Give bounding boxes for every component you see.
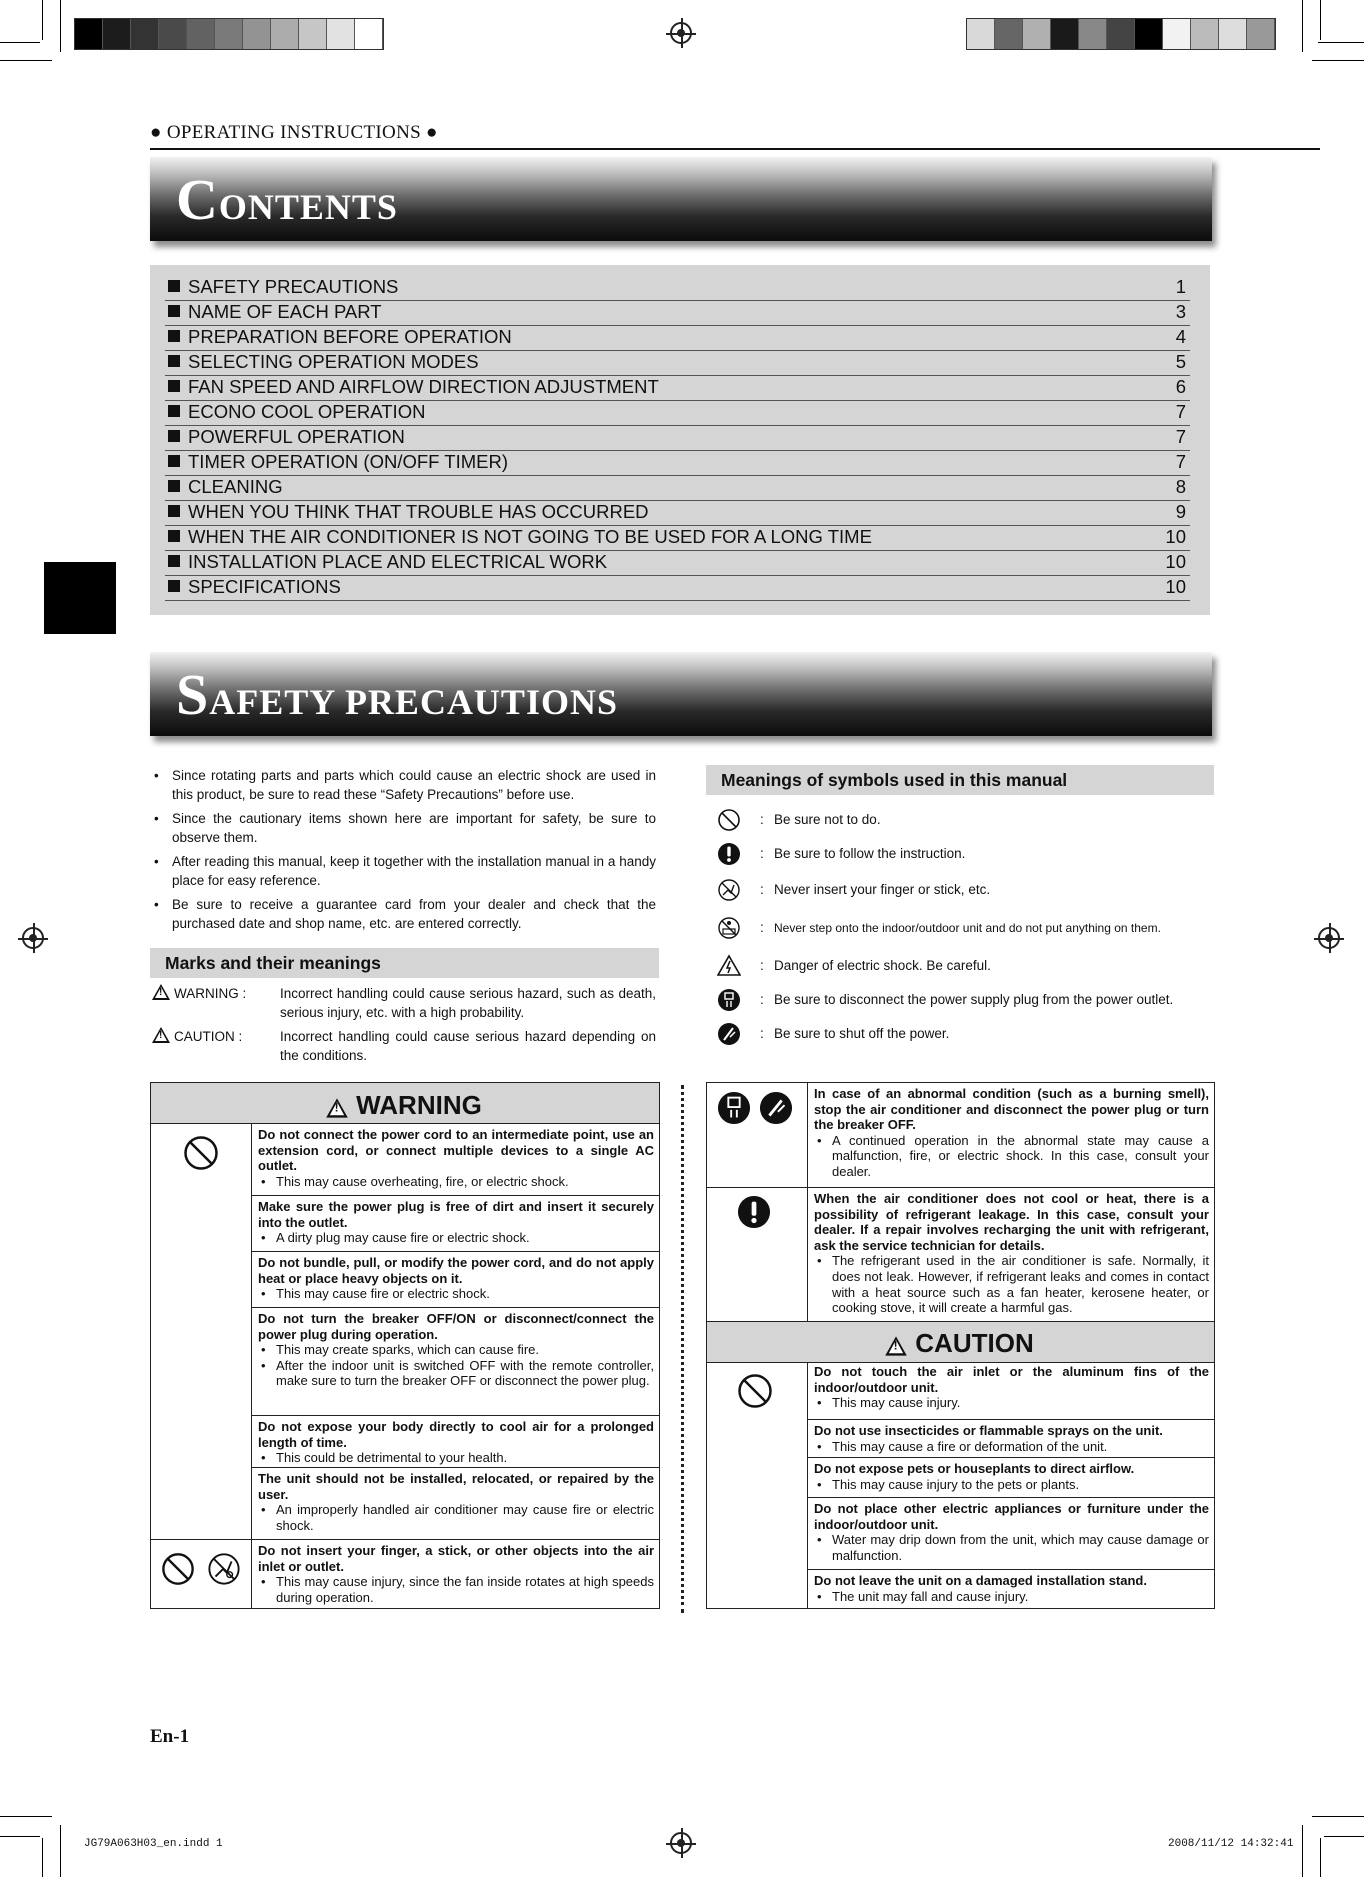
toc-entry[interactable]	[165, 350, 1190, 376]
safety-item-detail: • A dirty plug may cause fire or electric shock.	[258, 1230, 654, 1246]
toc-label: FAN SPEED AND AIRFLOW DIRECTION ADJUSTMENT	[188, 376, 659, 397]
intro-bullet: • After reading this manual, keep it together with the installation manual in a handy place for easy reference.	[150, 852, 656, 890]
footer-filename: JG79A063H03_en.indd 1	[84, 1838, 223, 1850]
exclamation-icon	[717, 842, 741, 866]
toc-label: SELECTING OPERATION MODES	[188, 351, 479, 372]
contents-banner	[150, 157, 1212, 241]
toc-entry[interactable]	[165, 475, 1190, 501]
toc-label: NAME OF EACH PART	[188, 301, 382, 322]
safety-title: SAFETY PRECAUTIONS	[176, 662, 618, 727]
safety-banner	[150, 652, 1212, 736]
safety-item	[252, 1415, 659, 1467]
warning-table-header: !WARNING	[151, 1083, 659, 1124]
safety-item	[252, 1467, 659, 1539]
crop-mark	[1312, 60, 1364, 61]
safety-item-heading: Do not expose your body directly to cool air for a prolonged length of time.	[258, 1419, 654, 1450]
crop-mark	[42, 0, 43, 40]
intro-bullet: • Since the cautionary items shown here are important for safety, be sure to observe them.	[150, 809, 656, 847]
prohibit-icon	[183, 1135, 219, 1171]
safety-item-detail: • This may cause injury, since the fan inside rotates at high speeds during operation.	[258, 1574, 654, 1605]
toc-page: 1	[1175, 276, 1186, 297]
prohibit-icon	[717, 808, 741, 832]
toc-entry[interactable]	[165, 500, 1190, 526]
safety-item	[252, 1123, 659, 1195]
safety-item-heading: Do not expose pets or houseplants to direct airflow.	[814, 1461, 1135, 1476]
square-bullet-icon	[168, 455, 180, 467]
square-bullet-icon	[168, 280, 180, 292]
toc-entry[interactable]	[165, 525, 1190, 551]
safety-item-heading: When the air conditioner does not cool or heat, there is a possibility of refrigerant leakage. In this case, consult your dealer. If a repair involves recharging the unit with refrigerant, ask the service technician for details.	[814, 1191, 1209, 1253]
warning-triangle-icon	[326, 1098, 348, 1117]
caution-mark-row	[152, 1027, 656, 1067]
symbol-meaning-text: Be sure to disconnect the power supply plug from the power outlet.	[774, 992, 1174, 1007]
warning-table	[150, 1082, 660, 1609]
color-bar-left	[74, 18, 384, 50]
crop-mark	[1302, 1825, 1303, 1877]
toc-label: ECONO COOL OPERATION	[188, 401, 426, 422]
crop-mark	[1320, 1838, 1321, 1877]
safety-item	[252, 1195, 659, 1251]
exclamation-icon	[737, 1195, 771, 1229]
toc-entry[interactable]	[165, 400, 1190, 426]
page-header: ● OPERATING INSTRUCTIONS ●	[150, 122, 438, 143]
warning-mark-label: WARNING :	[174, 986, 247, 1001]
caution-triangle-icon	[885, 1336, 907, 1355]
header-rule	[150, 148, 1320, 150]
crop-mark	[0, 1816, 52, 1817]
registration-mark-left	[22, 927, 44, 949]
toc-label: CLEANING	[188, 476, 283, 497]
crop-mark	[0, 60, 52, 61]
safety-item-heading: Do not bundle, pull, or modify the power cord, and do not apply heat or place heavy objects on it.	[258, 1255, 654, 1286]
toc-entry[interactable]	[165, 325, 1190, 351]
safety-item-detail: • The refrigerant used in the air conditioner is safe. Normally, it does not leak. However, if refrigerant leaks and comes in contact with a heat source such as a fan heater, kerosene heater, or cooking stove, it will create a harmful gas.	[814, 1253, 1209, 1315]
square-bullet-icon	[168, 480, 180, 492]
marks-heading: Marks and their meanings	[150, 948, 659, 978]
safety-item-detail: • An improperly handled air conditioner may cause fire or electric shock.	[258, 1502, 654, 1533]
square-bullet-icon	[168, 380, 180, 392]
safety-item-heading: Do not insert your finger, a stick, or other objects into the air inlet or outlet.	[258, 1543, 654, 1574]
toc-label: WHEN THE AIR CONDITIONER IS NOT GOING TO BE USED FOR A LONG TIME	[188, 526, 872, 547]
toc-page: 10	[1165, 526, 1186, 547]
color-bar-right	[966, 18, 1276, 50]
crop-mark	[60, 1825, 61, 1877]
safety-item-heading: Make sure the power plug is free of dirt and insert it securely into the outlet.	[258, 1199, 654, 1230]
safety-item-detail: • This may cause a fire or deformation of the unit.	[814, 1439, 1209, 1455]
crop-mark	[42, 1838, 43, 1877]
crop-mark	[1318, 42, 1364, 43]
square-bullet-icon	[168, 430, 180, 442]
safety-item	[252, 1251, 659, 1307]
square-bullet-icon	[168, 505, 180, 517]
toc-page: 6	[1175, 376, 1186, 397]
safety-item-heading: Do not turn the breaker OFF/ON or disconnect/connect the power plug during operation.	[258, 1311, 654, 1342]
crop-mark	[0, 42, 40, 43]
warning-table-continued	[706, 1082, 1215, 1609]
safety-item-heading: Do not connect the power cord to an intermediate point, use an extension cord, or connect multiple devices to a single AC outlet.	[258, 1127, 654, 1174]
square-bullet-icon	[168, 580, 180, 592]
page-number: En-1	[150, 1726, 190, 1747]
prohibit-icon	[161, 1552, 195, 1586]
safety-item	[252, 1539, 659, 1610]
crop-mark	[0, 1836, 40, 1837]
toc-entry[interactable]	[165, 450, 1190, 476]
toc-entry[interactable]	[165, 300, 1190, 326]
symbol-meaning-text: Never insert your finger or stick, etc.	[774, 882, 991, 897]
no-finger-icon	[207, 1552, 241, 1586]
square-bullet-icon	[168, 530, 180, 542]
symbols-heading: Meanings of symbols used in this manual	[706, 765, 1214, 795]
intro-bullet: • Be sure to receive a guarantee card from your dealer and check that the purchased date and shop name, etc. are entered correctly.	[150, 895, 656, 933]
no-finger-icon	[717, 878, 741, 902]
safety-item-heading: In case of an abnormal condition (such as a burning smell), stop the air conditioner and disconnect the power plug or turn the breaker OFF.	[814, 1086, 1209, 1133]
warning-mark-row	[152, 984, 656, 1024]
registration-mark-bottom	[670, 1832, 692, 1854]
shock-warning-icon	[717, 954, 741, 978]
registration-mark-right	[1318, 927, 1340, 949]
crop-mark	[1320, 0, 1321, 40]
safety-item-heading: The unit should not be installed, relocated, or repaired by the user.	[258, 1471, 654, 1502]
column-divider	[681, 1085, 684, 1613]
toc-entry[interactable]	[165, 425, 1190, 451]
no-step-icon	[717, 916, 741, 940]
safety-item-detail: • This may cause overheating, fire, or electric shock.	[258, 1174, 654, 1190]
caution-triangle-icon	[152, 1027, 170, 1043]
safety-item-detail: • After the indoor unit is switched OFF with the remote controller, make sure to turn the breaker OFF or disconnect the power plug.	[258, 1358, 654, 1389]
safety-item	[808, 1497, 1214, 1569]
toc-label: PREPARATION BEFORE OPERATION	[188, 326, 512, 347]
safety-item	[808, 1457, 1214, 1497]
safety-item-heading: Do not use insecticides or flammable sprays on the unit.	[814, 1423, 1163, 1438]
square-bullet-icon	[168, 405, 180, 417]
symbol-meaning-text: Be sure not to do.	[774, 812, 881, 827]
prohibit-icon	[737, 1373, 773, 1409]
crop-mark	[60, 0, 61, 52]
warning-triangle-icon	[152, 984, 170, 1000]
safety-item	[808, 1569, 1214, 1608]
safety-item-heading: Do not touch the air inlet or the aluminum fins of the indoor/outdoor unit.	[814, 1364, 1209, 1395]
crop-mark	[1302, 0, 1303, 52]
symbol-meaning-text: Be sure to follow the instruction.	[774, 846, 966, 861]
safety-item-detail: • Water may drip down from the unit, which may cause damage or malfunction.	[814, 1532, 1209, 1563]
toc-page: 10	[1165, 576, 1186, 597]
safety-item-detail: • This may cause fire or electric shock.	[258, 1286, 654, 1302]
caution-table-header: !CAUTION	[707, 1321, 1214, 1363]
safety-item-detail: • This may create sparks, which can cause fire.	[258, 1342, 654, 1358]
toc-page: 5	[1175, 351, 1186, 372]
contents-title: CONTENTS	[176, 167, 398, 232]
toc-entry[interactable]	[165, 550, 1190, 576]
shut-off-icon	[717, 1022, 741, 1046]
toc-entry[interactable]	[165, 375, 1190, 401]
registration-mark-top	[670, 22, 692, 44]
safety-item	[808, 1187, 1214, 1321]
symbol-meaning-text: Be sure to shut off the power.	[774, 1026, 950, 1041]
toc-page: 3	[1175, 301, 1186, 322]
square-bullet-icon	[168, 555, 180, 567]
shut-off-icon	[759, 1091, 793, 1125]
footer-timestamp: 2008/11/12 14:32:41	[1168, 1838, 1294, 1850]
square-bullet-icon	[168, 330, 180, 342]
toc-label: INSTALLATION PLACE AND ELECTRICAL WORK	[188, 551, 608, 572]
crop-mark	[1324, 1836, 1364, 1837]
safety-item-detail: • This may cause injury to the pets or plants.	[814, 1477, 1209, 1493]
toc-page: 7	[1175, 401, 1186, 422]
safety-item-detail: • This may cause injury.	[814, 1395, 1209, 1411]
safety-item-detail: • A continued operation in the abnormal state may cause a malfunction, fire, or electric shock. In this case, consult your dealer.	[814, 1133, 1209, 1180]
safety-item	[808, 1361, 1214, 1419]
safety-item	[252, 1307, 659, 1415]
safety-item-heading: Do not leave the unit on a damaged installation stand.	[814, 1573, 1147, 1588]
symbol-meaning-text: Danger of electric shock. Be careful.	[774, 958, 991, 973]
caution-mark-label: CAUTION :	[174, 1029, 243, 1044]
toc-page: 7	[1175, 426, 1186, 447]
toc-label: SPECIFICATIONS	[188, 576, 341, 597]
crop-mark	[1312, 1816, 1364, 1817]
toc-entry[interactable]	[165, 575, 1190, 601]
safety-item	[808, 1419, 1214, 1457]
warning-mark-text: Incorrect handling could cause serious hazard, such as death, serious injury, etc. with a high probability.	[280, 986, 656, 1020]
toc-label: TIMER OPERATION (ON/OFF TIMER)	[188, 451, 508, 472]
toc-label: WHEN YOU THINK THAT TROUBLE HAS OCCURRED	[188, 501, 649, 522]
table-of-contents	[150, 265, 1210, 615]
toc-page: 4	[1175, 326, 1186, 347]
symbol-meaning-text: Never step onto the indoor/outdoor unit and do not put anything on them.	[774, 921, 1161, 935]
safety-item	[808, 1083, 1214, 1187]
toc-page: 10	[1165, 551, 1186, 572]
safety-item-detail: • This could be detrimental to your health.	[258, 1450, 654, 1466]
intro-bullet: • Since rotating parts and parts which could cause an electric shock are used in this product, be sure to read these “Safety Precautions” before use.	[150, 766, 656, 804]
safety-item-detail: • The unit may fall and cause injury.	[814, 1589, 1209, 1605]
safety-item-heading: Do not place other electric appliances or furniture under the indoor/outdoor unit.	[814, 1501, 1209, 1532]
toc-label: SAFETY PRECAUTIONS	[188, 276, 399, 297]
unplug-icon	[717, 1091, 751, 1125]
toc-page: 8	[1175, 476, 1186, 497]
toc-page: 7	[1175, 451, 1186, 472]
section-tab-marker	[44, 562, 116, 634]
toc-label: POWERFUL OPERATION	[188, 426, 405, 447]
caution-mark-text: Incorrect handling could cause serious hazard depending on the conditions.	[280, 1029, 656, 1063]
square-bullet-icon	[168, 305, 180, 317]
square-bullet-icon	[168, 355, 180, 367]
toc-page: 9	[1175, 501, 1186, 522]
unplug-icon	[717, 988, 741, 1012]
intro-bullets	[150, 766, 656, 938]
toc-entry[interactable]	[165, 275, 1190, 301]
